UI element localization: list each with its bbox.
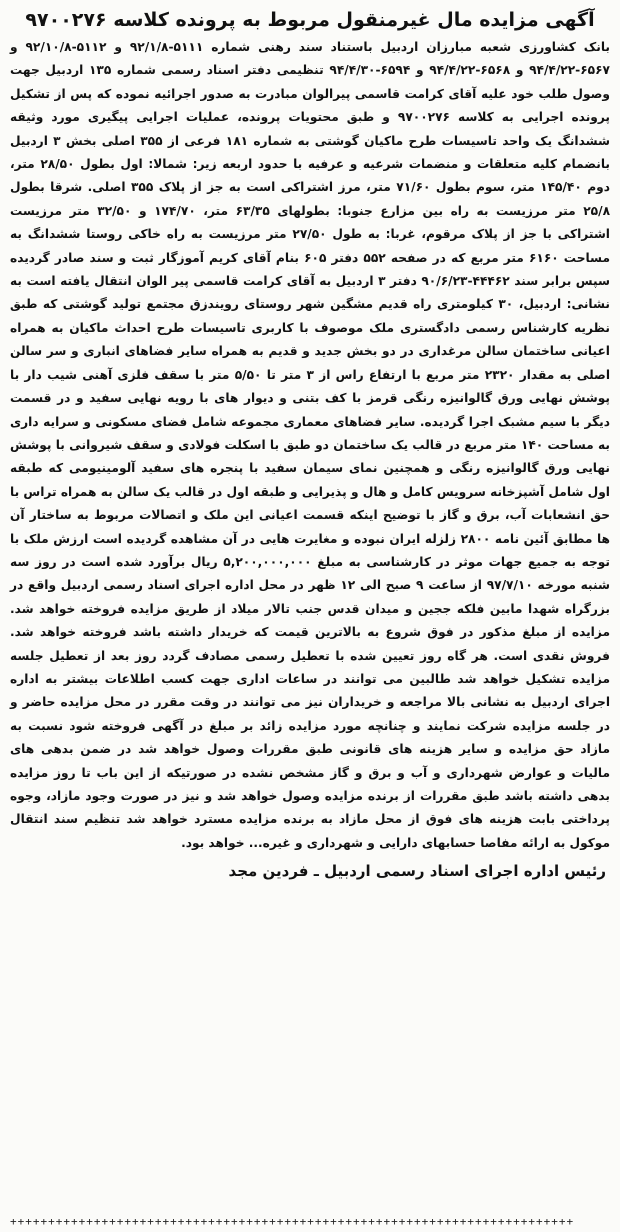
notice-signature: رئیس اداره اجرای اسناد رسمی اردبیل ـ فردین مجد	[228, 862, 606, 881]
notice-body: بانک کشاورزی شعبه مبارزان اردبیل باستناد سند رهنی شماره ۵۱۱۱-۹۲/۱/۸ و ۵۱۱۲-۹۲/۱۰/۸ و ۶۵۶۷-۹۴/۴/۲۲ و ۶۵۶۸-۹۴/۴/۲۲ و ۶۵۹۴-۹۴/۴/۳۰ تنظیمی دفتر اسناد رسمی شماره ۱۳۵ اردبیل جهت وصول طلب خود علیه آقای کرامت قاسمی پیرالوان مبادرت به صدور اجرائیه نموده که پس از تشکیل پرونده اجرایی به کلاسه ۹۷۰۰۲۷۶ و طبق محتویات پرونده، عملیات اجرایی پیگیری مورد وثیقه ششدانگ یک واحد تاسیسات طرح ماکیان گوشتی به شماره ۱۸۱ فرعی از ۳۵۵ اصلی بخش ۳ اردبیل بانضمام کلیه متعلقات و منضمات شرعیه و عرفیه با حدود اربعه زیر: شمالا: اول بطول ۲۸/۵۰ متر، دوم ۱۴۵/۴۰ متر، سوم بطول ۷۱/۶۰ متر، مرز اشتراکی است به جز از پلاک ۳۵۵ اصلی. شرقا بطول ۲۵/۸ متر مرزیست به راه بین مزارع جنوبا: بطولهای ۶۳/۳۵ متر، ۱۷۴/۷۰ و ۳۲/۵۰ متر مرزیست اشتراکی با جز از پلاک مرقوم، غربا: به طول ۲۷/۵۰ متر مرزیست به راه خاکی روستا ششدانگ به مساحت ۶۱۶۰ متر مربع که در صفحه ۵۵۲ دفتر ۶۰۵ بنام آقای کریم آموزگار ثبت و سند صادر گردیده سپس برابر سند ۴۴۴۶۲-۹۰/۶/۲۳ دفتر ۳ اردبیل به آقای کرامت قاسمی پیر الوان انتقال یافته است به نشانی: اردبیل، ۳۰ کیلومتری راه قدیم مشگین شهر روستای رویندزق مجتمع تولید گوشتی که طبق نظریه کارشناس رسمی دادگستری ملک موصوف با کاربری تاسیسات طرح احداث ماکیان به همراه اعیانی ساختمان سالن مرغداری در دو بخش جدید و قدیم به همراه سایر فضاهای انباری و سر سالن اصلی به مقدار ۲۳۲۰ متر مربع با ارتفاع راس از ۳ متر تا ۵/۵۰ متر با سقف فلزی آهنی شیب دار با پوشش نهایی ورق گالوانیزه رنگی قرمز با کف بتنی و دیوار های با رویه نهایی سفید و در قسمت دیگر با سیم مشبک اجرا گردیده. سایر فضاهای معماری مجموعه شامل فضای مسکونی و سرایه داری به مساحت ۱۴۰ متر مربع در قالب یک ساختمان دو طبق با اسکلت فولادی و سقف شیروانی با پوشش نهایی ورق گالوانیزه رنگی و همچنین نمای سیمان سفید با پنجره های سفید آلومینیومی که طبقه اول شامل آشپزخانه سرویس کامل و هال و پذیرایی و طبقه اول در قالب یک سالن به همراه تراس با حق انشعابات آب، برق و گاز با توضیح اینکه قسمت اعیانی این ملک و اتصالات مربوط به ساختار آن ها مطابق آئین نامه ۲۸۰۰ زلزله ایران نبوده و مغایرت هایی در آن مشاهده گردیده است ارزش ملک با توجه به جمیع جهات موثر در کارشناسی به مبلغ ۵,۲۰۰,۰۰۰,۰۰۰ ریال برآورد شده است در روز سه شنبه مورخه ۹۷/۷/۱۰ از ساعت ۹ صبح الی ۱۲ ظهر در محل اداره اجرای اسناد رسمی اردبیل واقع در بزرگراه شهدا مابین فلکه ججین و میدان قدس جنب تالار میلاد از طریق مزایده فروخته خواهد شد. مزایده از مبلغ مذکور در فوق شروع به بالاترین قیمت که خریدار داشته باشد فروخته خواهد شد. فروش نقدی است. هر گاه روز تعیین شده با تعطیل رسمی مصادف گردد روز بعد از تعطیل جلسه مزایده تشکیل خواهد شد طالبین می توانند در ساعات اداری جهت کسب اطلاعات بیشتر به اداره اجرای اردبیل به نشانی بالا مراجعه و خریداران نیز می توانند در وقت مقرر در محل مزایده حاضر و در جلسه مزایده شرکت نمایند و چنانچه مورد مزایده زائد بر مبلغ در آگهی فروخته شود نسبت به مازاد حق مزایده و سایر هزینه های قانونی طبق مقررات وصول خواهد شد در ضمن بدهی های مالیات و عوارض شهرداری و آب و برق و گاز مشخص نشده در صورتیکه از این باب تا روز مزایده بدهی داشته باشد طبق مقررات از برنده مزایده وصول خواهد شد و نیز در صورت وجود مازاد، وجوه پرداختی بابت هزینه های فوق از محل مازاد به برنده مزایده مسترد خواهد شد تنظیم سند انتقال موکول به ارائه مفاصا حسابهای دارایی و شهرداری و غیره... خواهد بود.	[10, 40, 611, 850]
notice-title: آگهی مزایده مال غیرمنقول مربوط به پرونده کلاسه ۹۷۰۰۲۷۶	[25, 9, 595, 31]
decorative-border: ++++++++++++++++++++++++++++++++++++++++++++++++++++++++++++++++++++++++++	[10, 1216, 575, 1228]
